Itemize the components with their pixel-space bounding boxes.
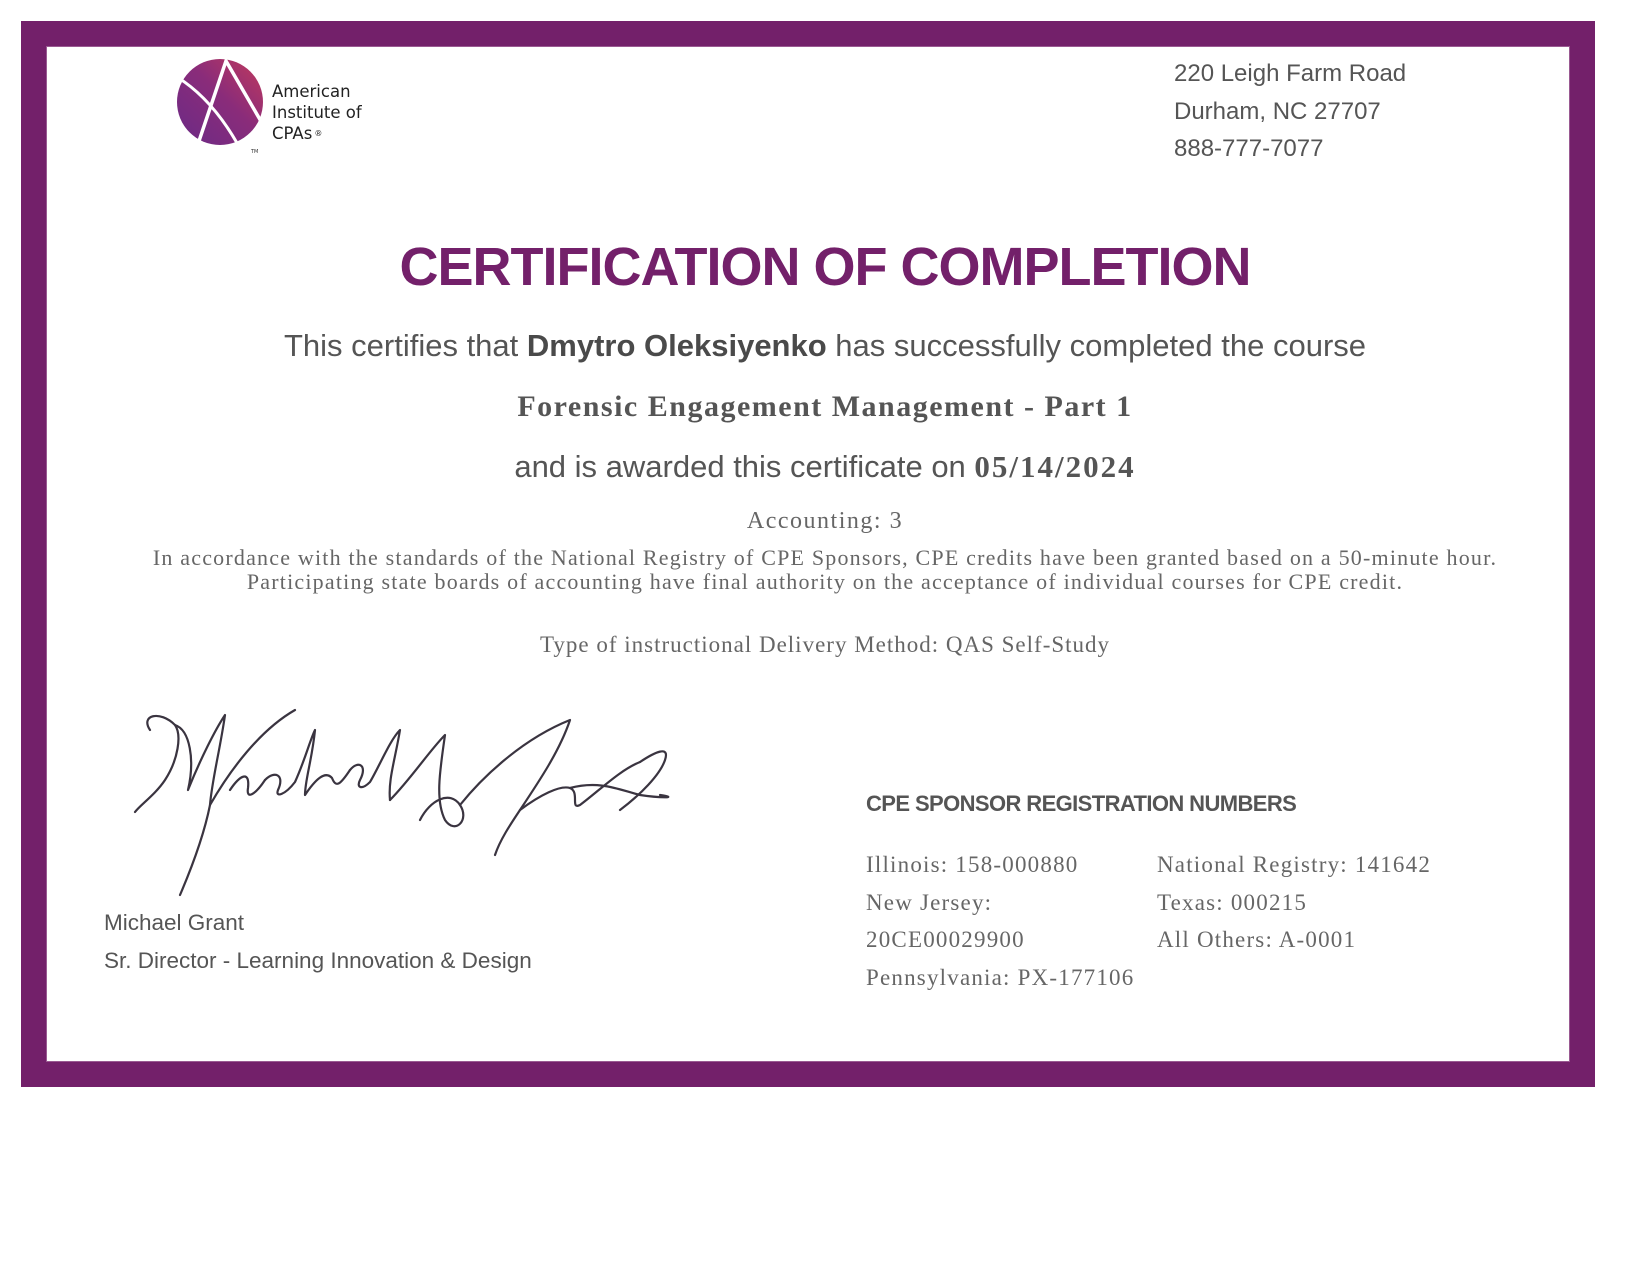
svg-text:TM: TM: [251, 149, 259, 155]
registration-item: 20CE00029900: [866, 927, 1025, 952]
logo-wordmark: [272, 81, 362, 144]
aicpa-logo-icon: [163, 55, 263, 155]
registration-heading: CPE SPONSOR REGISTRATION NUMBERS: [866, 791, 1297, 816]
registration-item: National Registry: 141642: [1157, 852, 1432, 877]
aicpa-logo: [163, 55, 383, 155]
logo-line-1: American: [272, 82, 351, 101]
registration-item: All Others: A-0001: [1157, 927, 1357, 952]
logo-line-3: CPAs ®: [272, 124, 323, 143]
registration-list-left: [866, 846, 1134, 996]
logo-line-2: Institute of: [272, 103, 362, 122]
signature-image: [100, 670, 720, 900]
certifies-line: This certifies that Dmytro Oleksiyenko has successfully completed the course: [283, 328, 1367, 363]
certificate-title: CERTIFICATION OF COMPLETION: [399, 237, 1251, 297]
registration-item: Pennsylvania: PX-177106: [866, 964, 1135, 990]
awarded-line: and is awarded this certificate on 05/14/2024: [514, 449, 1136, 484]
delivery-method: Type of instructional Delivery Method: QAS Self-Study: [539, 632, 1111, 657]
address-street: 220 Leigh Farm Road: [1174, 60, 1407, 87]
signer-title: Sr. Director - Learning Innovation & Design: [104, 948, 532, 973]
award-date: 05/14/2024: [974, 449, 1136, 484]
registration-item: Illinois: 158-000880: [866, 852, 1079, 877]
sponsor-address: [1174, 55, 1406, 168]
signer-name: Michael Grant: [104, 910, 245, 935]
credits-line: Accounting: 3: [746, 508, 904, 534]
registration-list-right: [1157, 846, 1431, 959]
course-name: Forensic Engagement Management - Part 1: [517, 390, 1133, 423]
address-phone: 888-777-7077: [1174, 135, 1324, 162]
standards-statement: In accordance with the standards of the National Registry of CPE Sponsors, CPE credits have been granted based on a 50-minute hour. Participating state boards of accounting have final authority on the acceptance of individual courses for CPE credit.: [152, 545, 1498, 594]
registration-item: Texas: 000215: [1157, 889, 1308, 915]
recipient-name: Dmytro Oleksiyenko: [526, 328, 827, 363]
address-city: Durham, NC 27707: [1174, 97, 1381, 125]
registration-item: New Jersey:: [866, 889, 993, 915]
